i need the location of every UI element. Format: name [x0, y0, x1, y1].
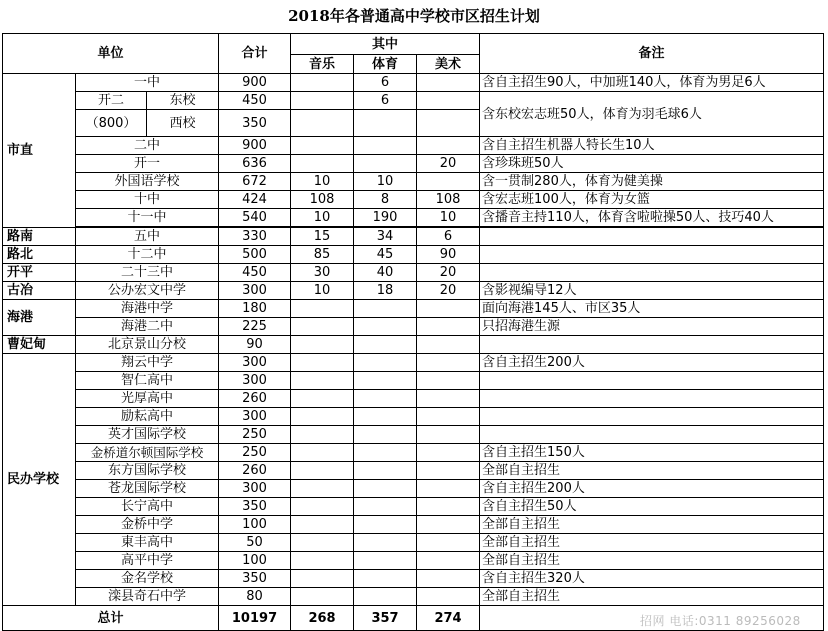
campus-xixiao: 西校	[147, 110, 219, 137]
school-name: 外国语学校	[76, 173, 219, 191]
sports-cell	[354, 137, 417, 155]
total-cell: 350	[219, 498, 291, 516]
table-row	[3, 191, 824, 209]
note-cell	[480, 246, 824, 264]
art-cell	[417, 74, 480, 92]
school-name: 十一中	[76, 209, 219, 227]
header-qizhong: 其中	[291, 34, 480, 55]
sports-cell: 34	[354, 228, 417, 246]
music-cell	[291, 390, 354, 408]
music-cell	[291, 534, 354, 552]
table-row	[3, 426, 824, 444]
total-cell: 250	[219, 426, 291, 444]
table-row	[3, 462, 824, 480]
totals-art: 274	[417, 606, 480, 631]
art-cell	[417, 462, 480, 480]
art-cell	[417, 534, 480, 552]
music-cell	[291, 137, 354, 155]
art-cell	[417, 444, 480, 462]
table-row	[3, 228, 824, 246]
music-cell: 30	[291, 264, 354, 282]
header-notes: 备注	[480, 34, 824, 74]
art-cell: 10	[417, 209, 480, 227]
note-cell: 全部自主招生	[480, 552, 824, 570]
note-cell: 全部自主招生	[480, 462, 824, 480]
school-name: 开一	[76, 155, 219, 173]
art-cell	[417, 588, 480, 606]
note-cell	[480, 228, 824, 246]
note-cell: 面向海港145人、市区35人	[480, 300, 824, 318]
table-row	[3, 516, 824, 534]
art-cell: 108	[417, 191, 480, 209]
note-cell: 含自主招生150人	[480, 444, 824, 462]
table-row	[3, 498, 824, 516]
music-cell	[291, 426, 354, 444]
table-row	[3, 282, 824, 300]
art-cell	[417, 318, 480, 336]
sports-cell	[354, 354, 417, 372]
note-cell	[480, 408, 824, 426]
school-name: 公办宏文中学	[76, 282, 219, 300]
sports-cell	[354, 155, 417, 173]
table-row	[3, 264, 824, 282]
region-shizhi: 市直	[3, 74, 76, 228]
art-cell	[417, 552, 480, 570]
region-haigang: 海港	[3, 300, 76, 336]
note-cell	[480, 264, 824, 282]
school-name: 東丰高中	[76, 534, 219, 552]
art-cell: 20	[417, 264, 480, 282]
totals-total: 10197	[219, 606, 291, 631]
total-cell: 424	[219, 191, 291, 209]
note-cell: 含宏志班100人，体育为女篮	[480, 191, 824, 209]
total-cell: 250	[219, 444, 291, 462]
table-row	[3, 155, 824, 173]
region-caofeidian: 曹妃甸	[3, 336, 76, 354]
music-cell	[291, 552, 354, 570]
sports-cell	[354, 444, 417, 462]
table-row	[3, 444, 824, 462]
total-cell: 350	[219, 570, 291, 588]
total-cell: 180	[219, 300, 291, 318]
music-cell	[291, 318, 354, 336]
note-cell: 全部自主招生	[480, 588, 824, 606]
art-cell: 20	[417, 155, 480, 173]
total-cell: 100	[219, 516, 291, 534]
header-total: 合计	[219, 34, 291, 74]
total-cell: 636	[219, 155, 291, 173]
totals-label: 总计	[3, 606, 219, 631]
sports-cell	[354, 480, 417, 498]
region-kaiping: 开平	[3, 264, 76, 282]
note-cell: 只招海港生源	[480, 318, 824, 336]
table-row	[3, 246, 824, 264]
sports-cell: 8	[354, 191, 417, 209]
kaier-name: 开二	[97, 93, 124, 108]
table-row	[3, 354, 824, 372]
total-cell: 540	[219, 209, 291, 227]
sports-cell	[354, 110, 417, 137]
music-cell	[291, 92, 354, 110]
art-cell	[417, 110, 480, 137]
sports-cell	[354, 336, 417, 354]
art-cell: 20	[417, 282, 480, 300]
table-row	[3, 390, 824, 408]
note-cell: 含自主招生50人	[480, 498, 824, 516]
music-cell: 10	[291, 173, 354, 191]
note-cell: 全部自主招生	[480, 516, 824, 534]
music-cell	[291, 354, 354, 372]
sports-cell: 10	[354, 173, 417, 191]
school-name: 金桥道尔顿国际学校	[76, 444, 219, 462]
music-cell	[291, 588, 354, 606]
total-cell: 300	[219, 354, 291, 372]
total-cell: 672	[219, 173, 291, 191]
table-row	[3, 92, 824, 110]
music-cell	[291, 462, 354, 480]
table-row	[3, 534, 824, 552]
sports-cell	[354, 570, 417, 588]
note-cell: 含东校宏志班50人，体育为羽毛球6人	[480, 92, 824, 137]
table-row	[3, 173, 824, 191]
table-row	[3, 570, 824, 588]
total-cell: 450	[219, 264, 291, 282]
total-cell: 80	[219, 588, 291, 606]
school-name: 翔云中学	[76, 354, 219, 372]
art-cell	[417, 426, 480, 444]
music-cell: 85	[291, 246, 354, 264]
art-cell	[417, 516, 480, 534]
note-cell: 含自主招生200人	[480, 354, 824, 372]
art-cell	[417, 372, 480, 390]
school-name: 海港中学	[76, 300, 219, 318]
sports-cell	[354, 498, 417, 516]
total-cell: 900	[219, 74, 291, 92]
art-cell	[417, 137, 480, 155]
school-name: 光厚高中	[76, 390, 219, 408]
school-name: 金桥中学	[76, 516, 219, 534]
school-name: 滦县奇石中学	[76, 588, 219, 606]
table-row	[3, 552, 824, 570]
school-name: 高平中学	[76, 552, 219, 570]
art-cell	[417, 173, 480, 191]
art-cell	[417, 498, 480, 516]
totals-sports: 357	[354, 606, 417, 631]
total-cell: 260	[219, 390, 291, 408]
table-row	[3, 372, 824, 390]
school-name: 励耘高中	[76, 408, 219, 426]
school-name: 金名学校	[76, 570, 219, 588]
note-cell: 含珍珠班50人	[480, 155, 824, 173]
total-cell: 350	[219, 110, 291, 137]
kaier-count: （800）	[76, 110, 147, 137]
sports-cell: 18	[354, 282, 417, 300]
art-cell	[417, 336, 480, 354]
art-cell	[417, 570, 480, 588]
school-name: 东方国际学校	[76, 462, 219, 480]
total-cell: 225	[219, 318, 291, 336]
note-cell: 含自主招生200人	[480, 480, 824, 498]
header-unit: 单位	[3, 34, 219, 74]
sports-cell: 40	[354, 264, 417, 282]
total-cell: 300	[219, 282, 291, 300]
music-cell: 15	[291, 228, 354, 246]
totals-music: 268	[291, 606, 354, 631]
watermark-text: 招网 电话:0311 89256028	[640, 614, 801, 628]
sports-cell	[354, 588, 417, 606]
total-cell: 100	[219, 552, 291, 570]
header-art: 美术	[417, 55, 480, 74]
music-cell: 10	[291, 282, 354, 300]
sports-cell	[354, 372, 417, 390]
note-cell	[480, 390, 824, 408]
art-cell: 90	[417, 246, 480, 264]
total-cell: 300	[219, 480, 291, 498]
sports-cell	[354, 462, 417, 480]
sports-cell: 6	[354, 74, 417, 92]
music-cell	[291, 570, 354, 588]
sports-cell: 45	[354, 246, 417, 264]
music-cell	[291, 336, 354, 354]
total-cell: 50	[219, 534, 291, 552]
table-row	[3, 408, 824, 426]
school-name: 海港二中	[76, 318, 219, 336]
note-cell: 含一贯制280人，体育为健美操	[480, 173, 824, 191]
total-cell: 500	[219, 246, 291, 264]
note-cell: 含播音主持110人，体育含啦啦操50人、技巧40人	[480, 209, 824, 227]
note-cell	[480, 336, 824, 354]
sports-cell	[354, 300, 417, 318]
total-cell: 900	[219, 137, 291, 155]
music-cell	[291, 498, 354, 516]
music-cell	[291, 516, 354, 534]
note-cell: 含自主招生机器人特长生10人	[480, 137, 824, 155]
region-lubei: 路北	[3, 246, 76, 264]
sports-cell	[354, 516, 417, 534]
region-guye: 古冶	[3, 282, 76, 300]
table-row	[3, 137, 824, 155]
table-row	[3, 209, 824, 227]
sports-cell	[354, 534, 417, 552]
table-row	[3, 300, 824, 318]
total-cell: 450	[219, 92, 291, 110]
school-name: 长宁高中	[76, 498, 219, 516]
music-cell: 108	[291, 191, 354, 209]
sports-cell	[354, 318, 417, 336]
school-name: 苍龙国际学校	[76, 480, 219, 498]
school-name: 智仁高中	[76, 372, 219, 390]
table-row	[3, 588, 824, 606]
note-cell: 含影视编导12人	[480, 282, 824, 300]
header-row	[3, 34, 824, 55]
art-cell: 6	[417, 228, 480, 246]
music-cell	[291, 300, 354, 318]
school-name: 二十三中	[76, 264, 219, 282]
note-cell: 含自主招生90人，中加班140人，体育为男足6人	[480, 74, 824, 92]
school-name: 十中	[76, 191, 219, 209]
region-lunan: 路南	[3, 228, 76, 246]
music-cell	[291, 444, 354, 462]
sports-cell: 190	[354, 209, 417, 227]
music-cell	[291, 372, 354, 390]
music-cell	[291, 408, 354, 426]
note-cell	[480, 426, 824, 444]
header-music: 音乐	[291, 55, 354, 74]
art-cell	[417, 354, 480, 372]
total-cell: 90	[219, 336, 291, 354]
sports-cell: 6	[354, 92, 417, 110]
total-cell: 260	[219, 462, 291, 480]
table-row	[3, 74, 824, 92]
school-name: 北京景山分校	[76, 336, 219, 354]
sports-cell	[354, 426, 417, 444]
school-name: 十二中	[76, 246, 219, 264]
table-row	[3, 480, 824, 498]
region-minban: 民办学校	[3, 354, 76, 606]
total-cell: 300	[219, 408, 291, 426]
school-name: 一中	[76, 74, 219, 92]
music-cell	[291, 480, 354, 498]
sports-cell	[354, 552, 417, 570]
note-cell: 全部自主招生	[480, 534, 824, 552]
art-cell	[417, 408, 480, 426]
music-cell	[291, 74, 354, 92]
header-sports: 体育	[354, 55, 417, 74]
music-cell	[291, 110, 354, 137]
music-cell	[291, 155, 354, 173]
school-name: 二中	[76, 137, 219, 155]
table-row	[3, 318, 824, 336]
school-name: 英才国际学校	[76, 426, 219, 444]
campus-dongxiao: 东校	[147, 92, 219, 110]
total-cell: 300	[219, 372, 291, 390]
art-cell	[417, 300, 480, 318]
art-cell	[417, 480, 480, 498]
table-row	[3, 336, 824, 354]
music-cell: 10	[291, 209, 354, 227]
art-cell	[417, 390, 480, 408]
total-cell: 330	[219, 228, 291, 246]
sports-cell	[354, 408, 417, 426]
sports-cell	[354, 390, 417, 408]
page-title: 2018年各普通高中学校市区招生计划	[288, 7, 540, 25]
note-cell	[480, 372, 824, 390]
school-name: 五中	[76, 228, 219, 246]
note-cell: 含自主招生320人	[480, 570, 824, 588]
school-name-kaier	[76, 92, 147, 110]
art-cell	[417, 92, 480, 110]
enrollment-table	[2, 33, 824, 631]
